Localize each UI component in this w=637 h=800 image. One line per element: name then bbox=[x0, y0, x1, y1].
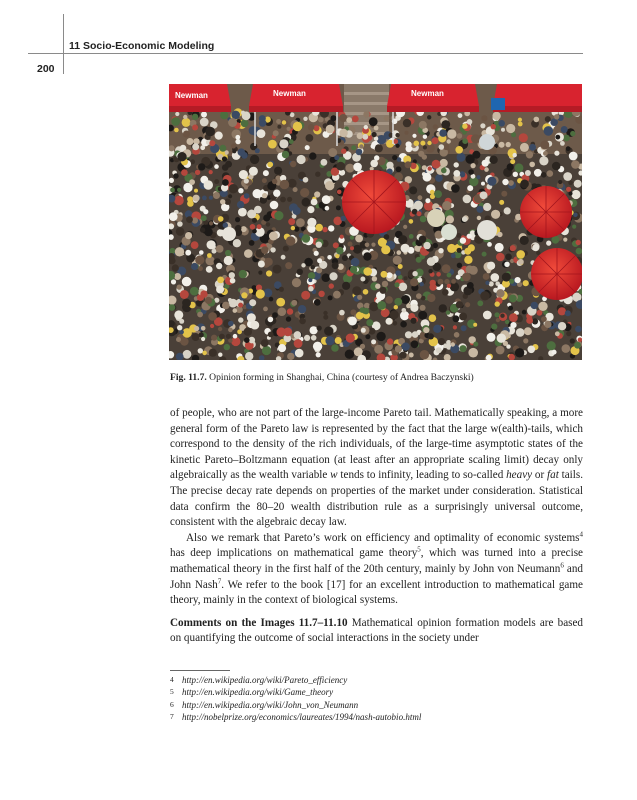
footnote-5 bbox=[170, 686, 421, 698]
footnote-number: 5 bbox=[170, 687, 174, 697]
footnote-ref-7[interactable]: 7 bbox=[217, 576, 222, 585]
footnote-number: 6 bbox=[170, 699, 174, 709]
footnote-4 bbox=[170, 674, 421, 686]
footnote-url[interactable]: http://en.wikipedia.org/wiki/John_von_Neumann bbox=[182, 699, 359, 710]
crowd-photograph bbox=[169, 84, 582, 360]
page-number: 200 bbox=[37, 63, 55, 75]
p2-text-e: . We refer to the book [17] for an excellent introduction to mathematical game theory, mainly in the context of biological systems. bbox=[170, 578, 583, 607]
tent-sign-center-left: Newman bbox=[273, 89, 306, 98]
term-heavy: heavy bbox=[506, 469, 533, 482]
p2-text-b: has deep implications on mathematical game theory bbox=[170, 547, 418, 560]
p1-text-c: tails. The precise decay rate depends on properties of the market under consideration. Statistical data confirm the 80–20 wealth distribution rule as a surprisingly universal outcome, consistent with the algebraic decay law. bbox=[170, 469, 583, 529]
tent-sign-left: Newman bbox=[175, 91, 208, 100]
section-run-in-heading: Comments on the Images 11.7–11.10 bbox=[170, 616, 348, 629]
paragraph-3 bbox=[170, 616, 583, 647]
p1-text-a: of people, who are not part of the large-income Pareto tail. Mathematically speaking, a more general form of the Pareto law is represented by the fact that the large w(ealth)-tails, which correspond to the density of the rich individuals, of the large-time asymptotic states of the kinetic Pareto–Boltzmann equation (at least after an appropriate scaling limit) decay only algebraically as the wealth variable bbox=[170, 407, 583, 482]
p3-text: Mathematical opinion formation models are based on quantifying the outcome of social interactions in the society under bbox=[170, 616, 584, 645]
paragraph-2 bbox=[170, 531, 583, 609]
footnote-number: 4 bbox=[170, 675, 174, 684]
p1-text-b: tends to infinity, leading to so-called bbox=[337, 469, 507, 482]
paragraph-1 bbox=[170, 406, 583, 531]
wealth-variable: w bbox=[330, 469, 338, 482]
footnote-ref-5[interactable]: 5 bbox=[417, 545, 421, 554]
p2-text-c: , which was turned into a precise mathematical theory in the first half of the 20th century, mainly by John von Neumann bbox=[170, 547, 583, 575]
footnote-rule bbox=[170, 670, 230, 671]
tent-sign-center-right: Newman bbox=[411, 89, 444, 98]
footnote-ref-4[interactable]: 4 bbox=[579, 530, 583, 539]
caption-label: Fig. 11.7. bbox=[170, 372, 207, 383]
header-vertical-rule bbox=[63, 14, 64, 74]
header-horizontal-rule bbox=[28, 53, 583, 54]
footnote-number: 7 bbox=[170, 712, 174, 722]
chapter-running-title: 11 Socio-Economic Modeling bbox=[69, 40, 215, 52]
caption-text: Opinion forming in Shanghai, China (courtesy of Andrea Baczynski) bbox=[206, 372, 474, 383]
p2-text-a: Also we remark that Pareto’s work on efficiency and optimality of economic systems bbox=[186, 531, 580, 544]
body-text bbox=[170, 406, 583, 647]
footnote-url[interactable]: http://nobelprize.org/economics/laureates/1994/nash-autobio.html bbox=[182, 712, 422, 723]
footnotes bbox=[170, 674, 421, 724]
red-tent-left bbox=[169, 84, 231, 112]
footnote-6 bbox=[170, 699, 421, 711]
p1-text-or: or bbox=[532, 469, 548, 482]
red-tent-right bbox=[491, 84, 582, 112]
term-fat: fat bbox=[547, 469, 559, 482]
footnote-url[interactable]: http://en.wikipedia.org/wiki/Game_theory bbox=[182, 687, 334, 698]
footnote-url[interactable]: http://en.wikipedia.org/wiki/Pareto_efficiency bbox=[182, 675, 348, 685]
footnote-ref-6[interactable]: 6 bbox=[560, 561, 564, 570]
figure-caption bbox=[170, 372, 474, 383]
footnote-7 bbox=[170, 711, 421, 723]
p2-text-d: and John Nash bbox=[170, 562, 583, 591]
